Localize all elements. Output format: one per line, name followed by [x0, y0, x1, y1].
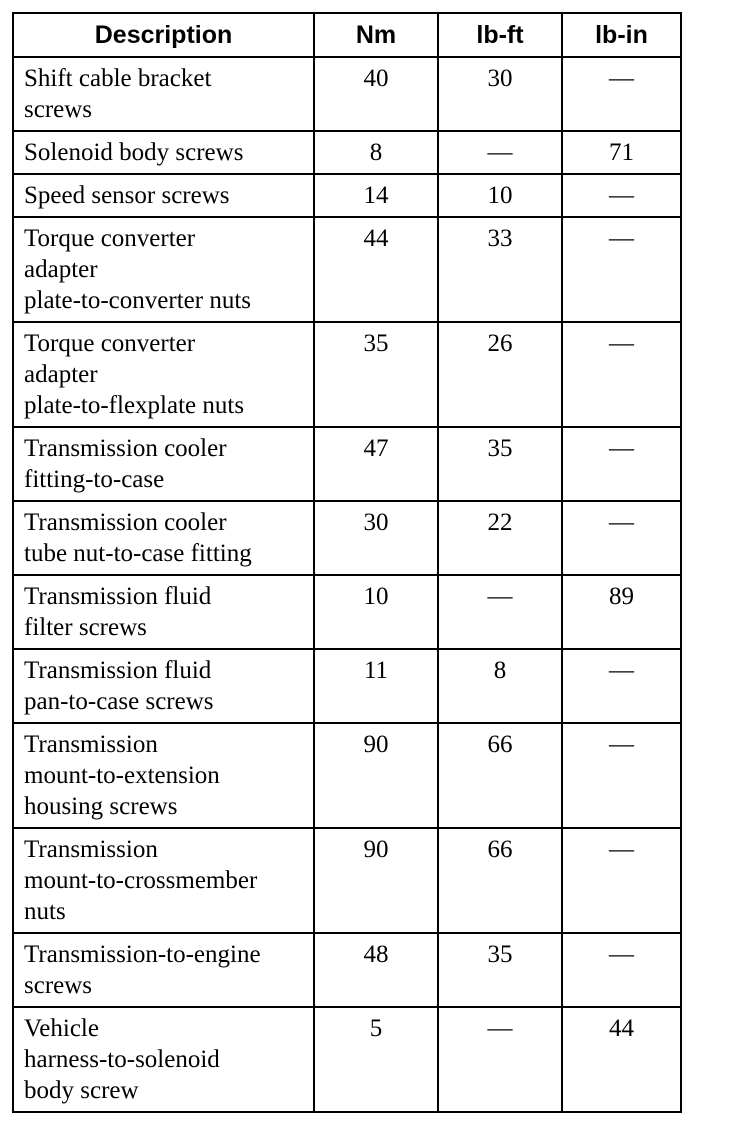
lb-in-cell: —: [562, 217, 681, 322]
nm-cell: 90: [314, 723, 438, 828]
description-line: Vehicle: [24, 1015, 99, 1042]
table-row: [13, 723, 681, 828]
table-row: [13, 174, 681, 217]
description-line: pan-to-case screws: [24, 688, 214, 715]
lb-ft-cell: 10: [438, 174, 562, 217]
description-line: screws: [24, 96, 93, 123]
description-line: Transmission fluid: [24, 657, 212, 684]
nm-cell: 8: [314, 131, 438, 174]
lb-in-cell: 44: [562, 1007, 681, 1112]
description-line: filter screws: [24, 614, 147, 641]
description-line: Transmission cooler: [24, 435, 227, 462]
table-row: [13, 649, 681, 723]
description-line: adapter: [24, 256, 98, 283]
table-row: [13, 322, 681, 427]
lb-in-cell: —: [562, 501, 681, 575]
description-cell: [13, 723, 314, 828]
lb-ft-cell: 30: [438, 57, 562, 131]
description-cell: [13, 1007, 314, 1112]
description-line: fitting-to-case: [24, 466, 165, 493]
nm-cell: 14: [314, 174, 438, 217]
nm-cell: 90: [314, 828, 438, 933]
description-cell: [13, 933, 314, 1007]
description-line: Transmission fluid: [24, 583, 212, 610]
nm-cell: 30: [314, 501, 438, 575]
lb-in-cell: —: [562, 322, 681, 427]
nm-cell: 40: [314, 57, 438, 131]
nm-cell: 35: [314, 322, 438, 427]
lb-ft-cell: 66: [438, 723, 562, 828]
nm-cell: 5: [314, 1007, 438, 1112]
description-line: Transmission-to-engine: [24, 941, 261, 968]
description-line: tube nut-to-case fitting: [24, 540, 252, 567]
lb-in-cell: 89: [562, 575, 681, 649]
description-line: mount-to-crossmember: [24, 867, 258, 894]
lb-ft-cell: —: [438, 1007, 562, 1112]
nm-cell: 44: [314, 217, 438, 322]
description-line: plate-to-flexplate nuts: [24, 392, 245, 419]
nm-cell: 47: [314, 427, 438, 501]
lb-ft-cell: 22: [438, 501, 562, 575]
lb-ft-cell: —: [438, 131, 562, 174]
description-line: mount-to-extension: [24, 762, 220, 789]
header-lb-in: lb-in: [562, 13, 681, 57]
description-line: screws: [24, 972, 93, 999]
description-line: Torque converter: [24, 330, 196, 357]
torque-spec-table: [12, 12, 682, 1113]
description-cell: [13, 427, 314, 501]
lb-ft-cell: 66: [438, 828, 562, 933]
lb-in-cell: —: [562, 828, 681, 933]
description-cell: [13, 649, 314, 723]
description-line: Transmission: [24, 731, 158, 758]
description-line: Solenoid body screws: [24, 139, 244, 166]
table-row: [13, 575, 681, 649]
nm-cell: 48: [314, 933, 438, 1007]
table-row: [13, 131, 681, 174]
table-row: [13, 1007, 681, 1112]
description-line: Torque converter: [24, 225, 196, 252]
table-row: [13, 57, 681, 131]
description-line: plate-to-converter nuts: [24, 287, 251, 314]
table-header-row: [13, 13, 681, 57]
description-cell: [13, 57, 314, 131]
lb-ft-cell: —: [438, 575, 562, 649]
nm-cell: 10: [314, 575, 438, 649]
description-cell: [13, 131, 314, 174]
description-cell: [13, 575, 314, 649]
description-cell: [13, 828, 314, 933]
description-line: harness-to-solenoid: [24, 1046, 220, 1073]
lb-ft-cell: 26: [438, 322, 562, 427]
description-cell: [13, 174, 314, 217]
lb-in-cell: —: [562, 933, 681, 1007]
lb-in-cell: —: [562, 649, 681, 723]
description-line: body screw: [24, 1077, 139, 1104]
description-line: adapter: [24, 361, 98, 388]
lb-ft-cell: 8: [438, 649, 562, 723]
description-line: Speed sensor screws: [24, 182, 230, 209]
description-cell: [13, 217, 314, 322]
description-line: nuts: [24, 898, 66, 925]
description-cell: [13, 322, 314, 427]
table-row: [13, 427, 681, 501]
lb-in-cell: —: [562, 174, 681, 217]
header-nm: Nm: [314, 13, 438, 57]
table-row: [13, 501, 681, 575]
table-body: [13, 57, 681, 1112]
table-row: [13, 217, 681, 322]
description-line: housing screws: [24, 793, 178, 820]
nm-cell: 11: [314, 649, 438, 723]
lb-in-cell: —: [562, 57, 681, 131]
description-line: Transmission: [24, 836, 158, 863]
description-line: Transmission cooler: [24, 509, 227, 536]
description-line: Shift cable bracket: [24, 65, 212, 92]
lb-ft-cell: 35: [438, 427, 562, 501]
lb-in-cell: 71: [562, 131, 681, 174]
description-cell: [13, 501, 314, 575]
lb-in-cell: —: [562, 723, 681, 828]
header-lb-ft: lb-ft: [438, 13, 562, 57]
table-row: [13, 828, 681, 933]
header-description: Description: [13, 13, 314, 57]
table-row: [13, 933, 681, 1007]
lb-in-cell: —: [562, 427, 681, 501]
torque-spec-table-container: [12, 12, 680, 1113]
lb-ft-cell: 35: [438, 933, 562, 1007]
lb-ft-cell: 33: [438, 217, 562, 322]
